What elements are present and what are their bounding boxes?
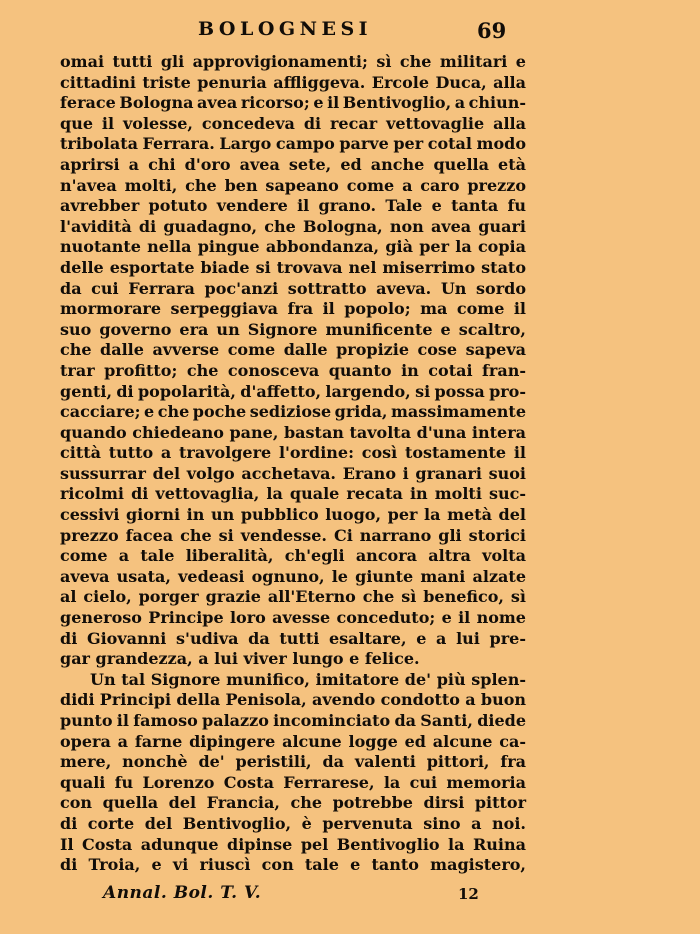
text-line: quali fu Lorenzo Costa Ferrarese, la cui memoria <box>60 772 526 792</box>
signature-mark: Annal. Bol. T. V. <box>103 883 262 903</box>
page-footer <box>0 883 700 913</box>
text-line: di Troia, e vi riuscì con tale e tanto magistero, <box>60 855 526 875</box>
text-line: aveva usata, vedeasi ognuno, le giunte mani alzate <box>60 566 526 586</box>
text-line: cessivi giorni in un pubblico luogo, per la metà del <box>60 505 526 525</box>
text-line: delle esportate biade si trovava nel miserrimo stato <box>60 257 526 277</box>
text-line: generoso Principe loro avesse conceduto; e il nome <box>60 608 526 628</box>
body-text <box>60 52 526 876</box>
text-line: mormorare serpeggiava fra il popolo; ma come il <box>60 299 526 319</box>
paragraph-2 <box>60 670 526 876</box>
text-line: quando chiedeano pane, bastan tavolta d'una intera <box>60 422 526 442</box>
text-line: gar grandezza, a lui viver lungo e felice. <box>60 649 420 669</box>
text-line: didi Principi della Penisola, avendo condotto a buon <box>60 690 527 710</box>
text-line: n'avea molti, che ben sapeano come a caro prezzo <box>60 175 526 195</box>
text-line: prezzo facea che si vendesse. Ci narrano gli storici <box>60 525 526 545</box>
text-line: punto il famoso palazzo incominciato da Santi, diede <box>60 711 527 730</box>
running-head <box>0 14 700 44</box>
text-line: da cui Ferrara poc'anzi sottratto aveva. Un sordo <box>60 278 526 298</box>
text-line: trar profitto; che conosceva quanto in cotai fran- <box>60 360 526 380</box>
text-line: di Giovanni s'udiva da tutti esaltare, e a lui pre- <box>60 628 526 648</box>
text-line: nuotante nella pingue abbondanza, già per la copia <box>60 237 526 257</box>
text-line: sussurrar del volgo acchetava. Erano i granari suoi <box>60 463 526 483</box>
text-line: al cielo, porger grazie all'Eterno che sì benefico, sì <box>60 587 526 607</box>
text-line: que il volesse, concedeva di recar vettovaglie alla <box>60 113 526 133</box>
text-line: Il Costa adunque dipinse pel Bentivoglio la Ruina <box>60 834 526 854</box>
text-line: mere, nonchè de' peristili, da valenti pittori, fra <box>60 752 526 772</box>
text-line: Un tal Signore munifico, imitatore de' più splen- <box>90 669 526 689</box>
text-line: di corte del Bentivoglio, è pervenuta sino a noi. <box>60 813 526 833</box>
text-line: omai tutti gli approvigionamenti; sì che militari e <box>60 52 526 71</box>
text-line: città tutto a travolgere l'ordine: così tostamente il <box>60 443 526 463</box>
text-line: ferace Bologna avea ricorso; e il Bentivoglio, a chiun- <box>60 93 526 113</box>
page-number: 69 <box>477 18 507 43</box>
text-line: con quella del Francia, che potrebbe dirsi pittor <box>60 793 526 813</box>
text-line: aprirsi a chi d'oro avea sete, ed anche quella età <box>60 154 526 174</box>
running-title: BOLOGNESI <box>198 18 373 40</box>
text-line: ricolmi di vettovaglia, la quale recata in molti suc- <box>60 484 526 504</box>
paragraph-1 <box>60 52 526 670</box>
text-line: che dalle avverse come dalle propizie cose sapeva <box>60 340 526 360</box>
text-line: genti, di popolarità, d'affetto, largendo, si possa pro- <box>60 381 526 401</box>
text-line: suo governo era un Signore munificente e scaltro, <box>60 319 526 339</box>
text-line: l'avidità di guadagno, che Bologna, non avea guari <box>60 216 526 236</box>
text-line: cacciare; e che poche sediziose grida, massimamente <box>60 402 526 422</box>
text-line: cittadini triste penuria affliggeva. Ercole Duca, alla <box>60 72 526 92</box>
text-line: come a tale liberalità, ch'egli ancora altra volta <box>60 546 526 566</box>
text-line: opera a farne dipingere alcune logge ed alcune ca- <box>60 731 526 751</box>
text-line: tribolata Ferrara. Largo campo parve per cotal modo <box>60 134 527 154</box>
sheet-number: 12 <box>458 885 479 903</box>
text-line: avrebber potuto vendere il grano. Tale e tanta fu <box>60 196 526 216</box>
